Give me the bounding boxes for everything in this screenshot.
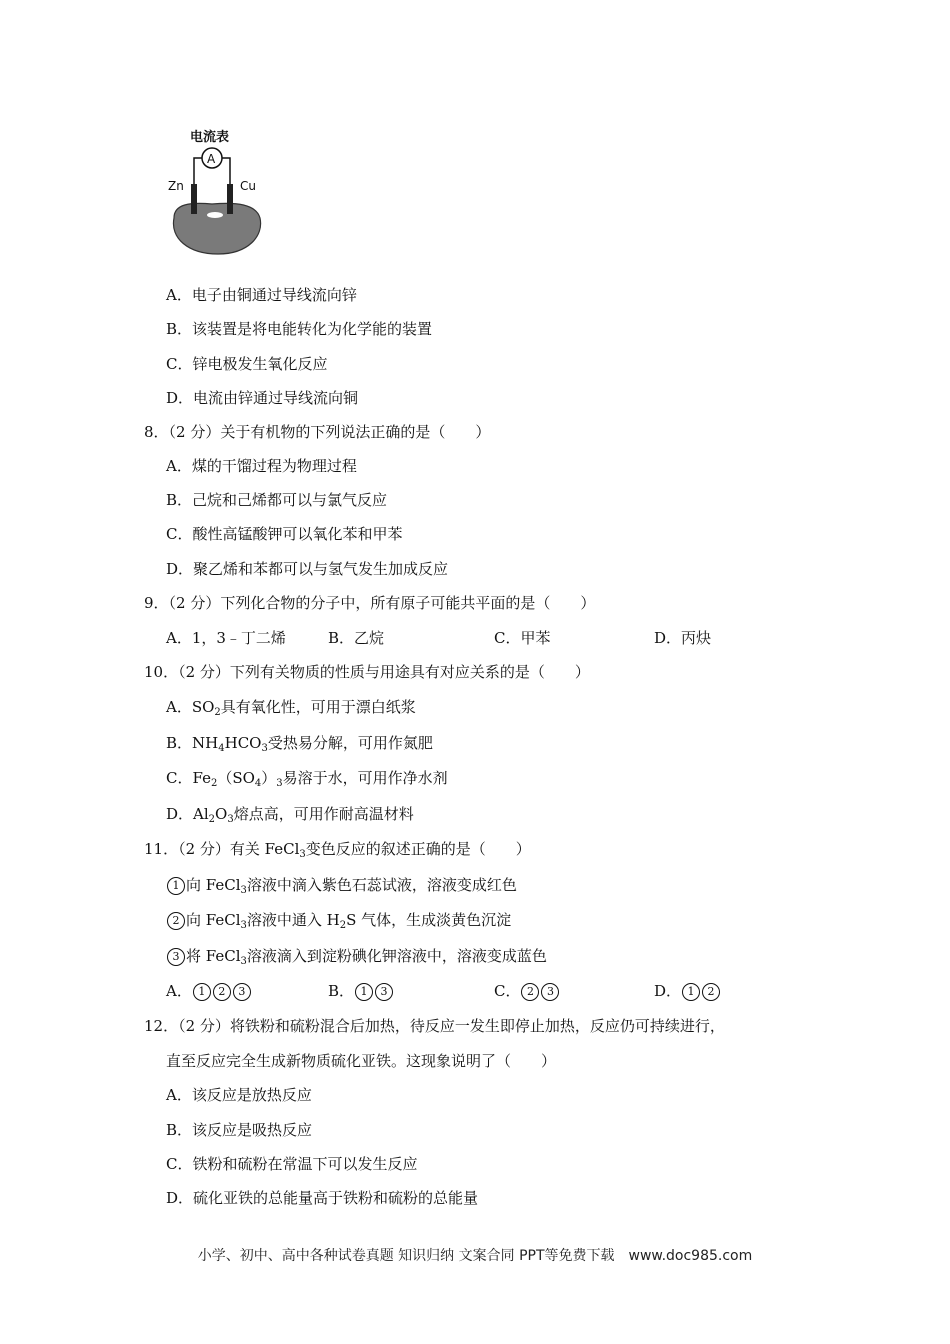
fruit-body	[173, 203, 260, 254]
q9-stem: 9．（2 分）下列化合物的分子中，所有原子可能共平面的是（ ）	[144, 594, 596, 612]
q8-option-b: B．己烷和己烯都可以与氯气反应	[166, 491, 388, 509]
q10-option-c: C．$Fe_2(SO_4)_3$易溶于水，可用作净水剂	[166, 769, 448, 789]
galvanic-cell-diagram	[160, 124, 280, 259]
q11-option-d: D． 1 2	[654, 981, 721, 1001]
q12-option-d: D．硫化亚铁的总能量高于铁粉和硫粉的总能量	[166, 1189, 479, 1207]
fruit-highlight	[207, 212, 223, 218]
q11-option-a: A． 1 2 3	[166, 981, 252, 1001]
zn-electrode-label: Zn	[168, 179, 184, 193]
wire-right	[222, 158, 230, 186]
q9-option-c: C．甲苯	[494, 629, 551, 647]
cu-electrode-label: Cu	[240, 179, 256, 193]
zn-electrode	[191, 184, 197, 214]
q12-option-c: C．铁粉和硫粉在常温下可以发生反应	[166, 1155, 418, 1173]
q11-statement-3: 3 将 FeCl$_3$溶液滴入到淀粉碘化钾溶液中，溶液变成蓝色	[166, 946, 547, 966]
q7-option-b: B．该装置是将电能转化为化学能的装置	[166, 320, 433, 338]
q11-statement-1: 1 向 FeCl$_3$溶液中滴入紫色石蕊试液，溶液变成红色	[166, 875, 517, 895]
q8-option-c: C．酸性高锰酸钾可以氧化苯和甲苯	[166, 525, 403, 543]
q11-option-c: C． 2 3	[494, 981, 560, 1001]
q7-option-c: C．锌电极发生氧化反应	[166, 355, 328, 373]
q8-option-a: A．煤的干馏过程为物理过程	[166, 457, 357, 475]
circled-number-1: 1	[167, 877, 185, 895]
q12-stem-line2: 直至反应完全生成新物质硫化亚铁。这现象说明了（ ）	[166, 1052, 557, 1070]
wire-left	[194, 158, 202, 186]
q10-option-a: A．$SO_2$具有氧化性，可用于漂白纸浆	[166, 698, 416, 718]
q7-option-d: D．电流由锌通过导线流向铜	[166, 389, 359, 407]
q12-option-b: B．该反应是吸热反应	[166, 1121, 313, 1139]
q9-option-a: A．1，3﹣丁二烯	[166, 629, 286, 647]
q11-stem: 11．（2 分）有关 FeCl$_3$变色反应的叙述正确的是（ ）	[144, 840, 531, 860]
ammeter-label: 电流表	[190, 130, 230, 145]
q11-option-b: B． 1 3	[328, 981, 394, 1001]
q9-option-b: B．乙烷	[328, 629, 385, 647]
page-footer: 小学、初中、高中各种试卷真题 知识归纳 文案合同 PPT等免费下载 www.doc985.com	[197, 1248, 753, 1264]
cu-electrode	[227, 184, 233, 214]
circled-number-3: 3	[167, 948, 185, 966]
q10-stem: 10．（2 分）下列有关物质的性质与用途具有对应关系的是（ ）	[144, 663, 590, 681]
ammeter-symbol: A	[207, 152, 216, 166]
circled-number-2: 2	[167, 912, 185, 930]
q7-option-a: A．电子由铜通过导线流向锌	[166, 286, 357, 304]
q10-option-d: D．$Al_2O_3$熔点高，可用作耐高温材料	[166, 805, 414, 825]
q11-statement-2: 2 向 FeCl$_3$溶液中通入 $H_2S$ 气体，生成淡黄色沉淀	[166, 910, 511, 930]
q10-option-b: B．$NH_4HCO_3$受热易分解，可用作氮肥	[166, 734, 433, 754]
q12-stem-line1: 12．（2 分）将铁粉和硫粉混合后加热，待反应一发生即停止加热，反应仍可持续进行，	[144, 1017, 725, 1035]
q8-stem: 8．（2 分）关于有机物的下列说法正确的是（ ）	[144, 423, 491, 441]
q12-option-a: A．该反应是放热反应	[166, 1086, 312, 1104]
q9-option-d: D．丙炔	[654, 629, 712, 647]
q8-option-d: D．聚乙烯和苯都可以与氢气发生加成反应	[166, 560, 449, 578]
